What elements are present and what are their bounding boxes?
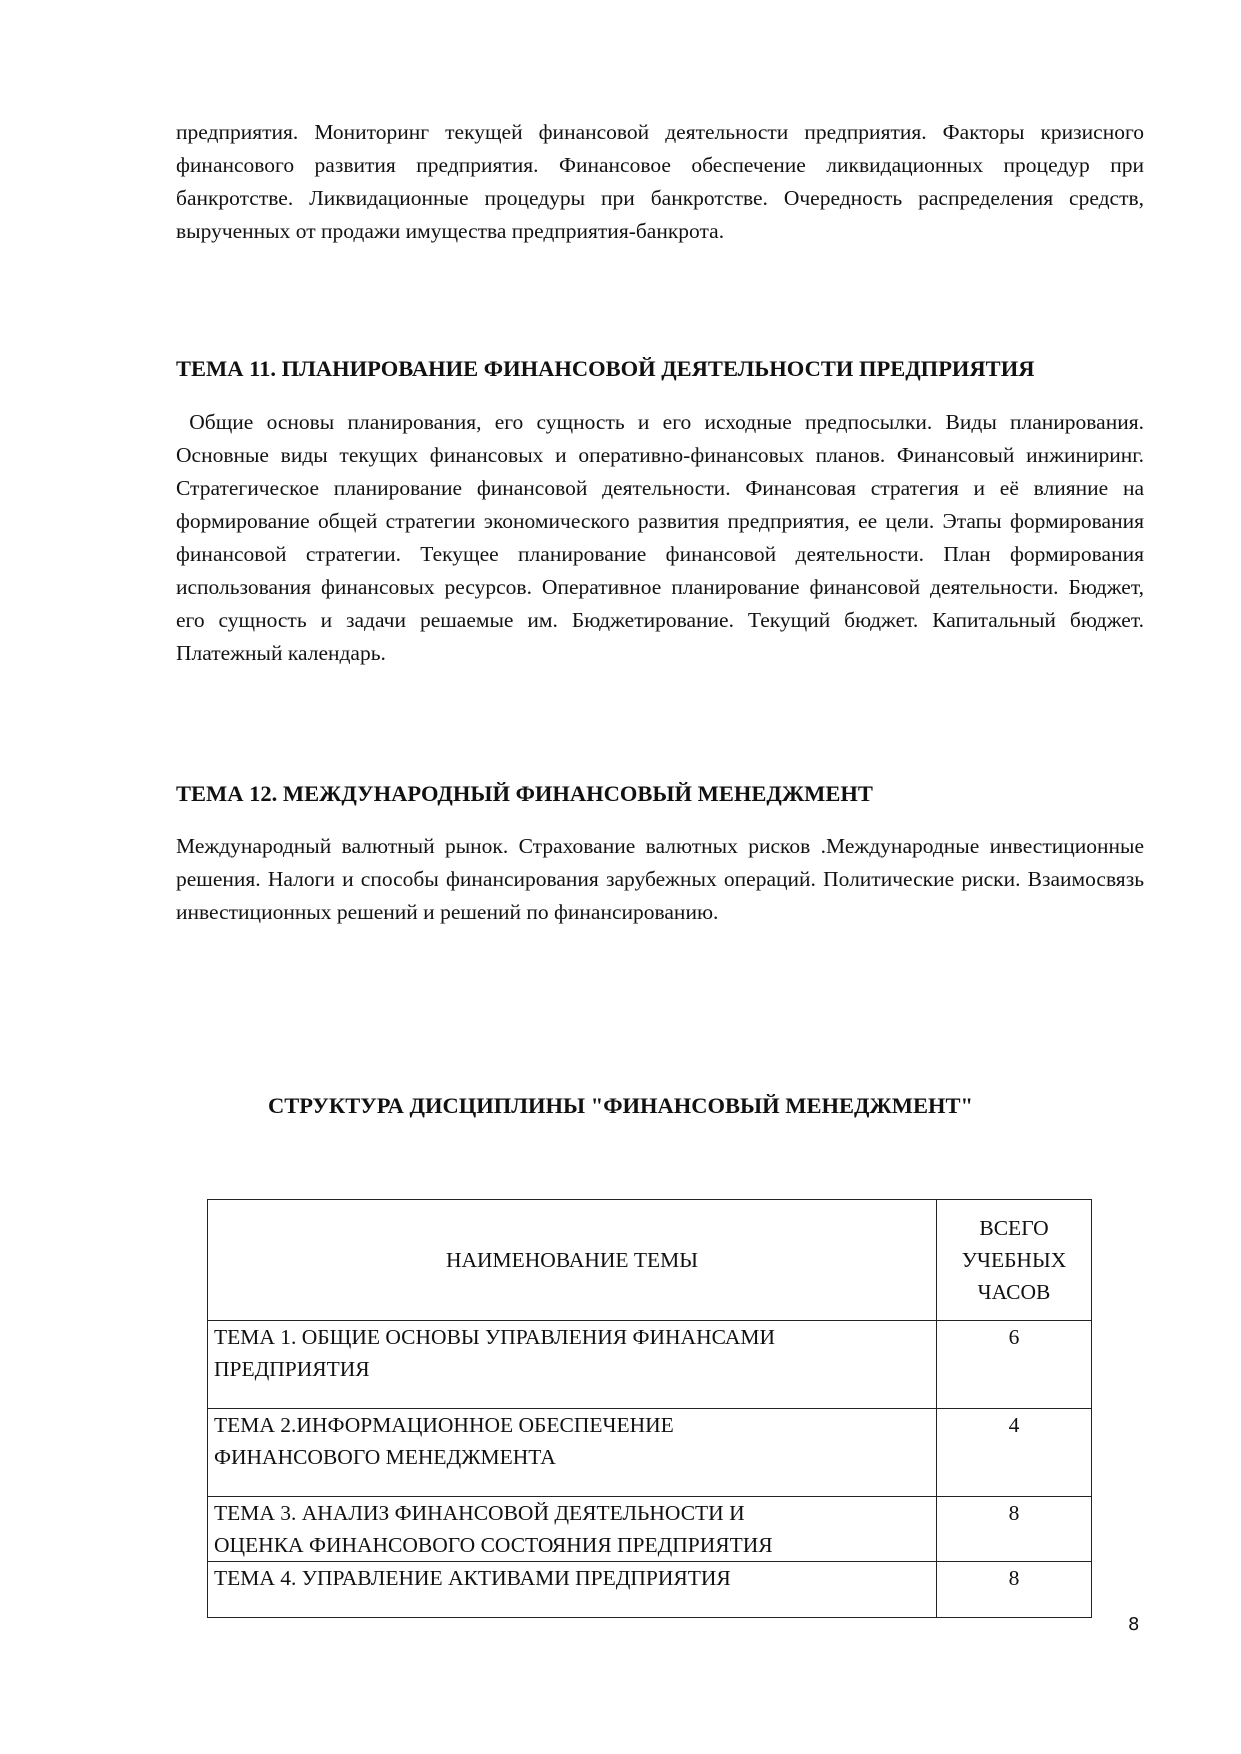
intro-paragraph: предприятия. Мониторинг текущей финансовой деятельности предприятия. Факторы кризисного финансового развития предприятия. Финансовое обеспечение ликвидационных процедур при банкротстве. Ликвидационные процедуры при банкротстве. Очередность распределения средств, вырученных от продажи имущества предприятия-банкрота. [176, 120, 1144, 243]
topic-hours-cell: 8 [937, 1562, 1092, 1618]
topic-name-line: ТЕМА 1. ОБЩИЕ ОСНОВЫ УПРАВЛЕНИЯ ФИНАНСАМИ [214, 1325, 776, 1349]
topic-hours-cell: 6 [937, 1321, 1092, 1409]
header-hours-line: ЧАСОВ [977, 1280, 1051, 1304]
table-row [208, 1409, 1092, 1497]
topic-name-cell [208, 1409, 937, 1497]
header-topic-name: НАИМЕНОВАНИЕ ТЕМЫ [208, 1200, 937, 1321]
topic-name-line: ТЕМА 4. УПРАВЛЕНИЕ АКТИВАМИ ПРЕДПРИЯТИЯ [214, 1566, 731, 1590]
topic-name-cell [208, 1497, 937, 1562]
header-total-hours [937, 1200, 1092, 1321]
topic-name-line: ТЕМА 2.ИНФОРМАЦИОННОЕ ОБЕСПЕЧЕНИЕ [214, 1413, 674, 1437]
header-hours-line: УЧЕБНЫХ [961, 1248, 1067, 1272]
table-header-row [208, 1200, 1092, 1321]
topic-name-line: ФИНАНСОВОГО МЕНЕДЖМЕНТА [214, 1445, 556, 1469]
section-body-topic-11: Общие основы планирования, его сущность и его исходные предпосылки. Виды планирования. Основные виды текущих финансовых и оперативно-финансовых планов. Финансовый инжиниринг. Стратегическое планирование финансовой деятельности. Финансовая стратегия и её влияние на формирование общей стратегии экономического развития предприятия, ее цели. Этапы формирования финансовой стратегии. Текущее планирование финансовой деятельности. План формирования использования финансовых ресурсов. Оперативное планирование финансовой деятельности. Бюджет, его сущность и задачи решаемые им. Бюджетирование. Текущий бюджет. Капитальный бюджет. Платежный календарь. [176, 410, 1150, 665]
topic-name-line: ТЕМА 3. АНАЛИЗ ФИНАНСОВОЙ ДЕЯТЕЛЬНОСТИ И [214, 1501, 745, 1525]
page-number: 8 [1128, 1614, 1140, 1635]
topic-name-cell [208, 1321, 937, 1409]
section-body-topic-12: Международный валютный рынок. Страхование валютных рисков .Международные инвестиционные решения. Налоги и способы финансирования зарубежных операций. Политические риски. Взаимосвязь инвестиционных решений и решений по финансированию. [176, 834, 1144, 924]
topic-name-cell [208, 1562, 937, 1618]
section-heading-topic-12: ТЕМА 12. МЕЖДУНАРОДНЫЙ ФИНАНСОВЫЙ МЕНЕДЖМЕНТ [176, 781, 873, 806]
topic-hours-cell: 8 [937, 1497, 1092, 1562]
discipline-structure-table [207, 1199, 1092, 1618]
topic-name-line: ОЦЕНКА ФИНАНСОВОГО СОСТОЯНИЯ ПРЕДПРИЯТИЯ [214, 1533, 773, 1557]
header-hours-line: ВСЕГО [979, 1216, 1049, 1240]
section-heading-topic-11: ТЕМА 11. ПЛАНИРОВАНИЕ ФИНАНСОВОЙ ДЕЯТЕЛЬНОСТИ ПРЕДПРИЯТИЯ [176, 356, 1035, 381]
table-row [208, 1562, 1092, 1618]
table-row [208, 1497, 1092, 1562]
table-row [208, 1321, 1092, 1409]
topic-hours-cell: 4 [937, 1409, 1092, 1497]
structure-title: СТРУКТУРА ДИСЦИПЛИНЫ "ФИНАНСОВЫЙ МЕНЕДЖМЕНТ" [267, 1093, 973, 1118]
topic-name-line: ПРЕДПРИЯТИЯ [214, 1357, 370, 1381]
